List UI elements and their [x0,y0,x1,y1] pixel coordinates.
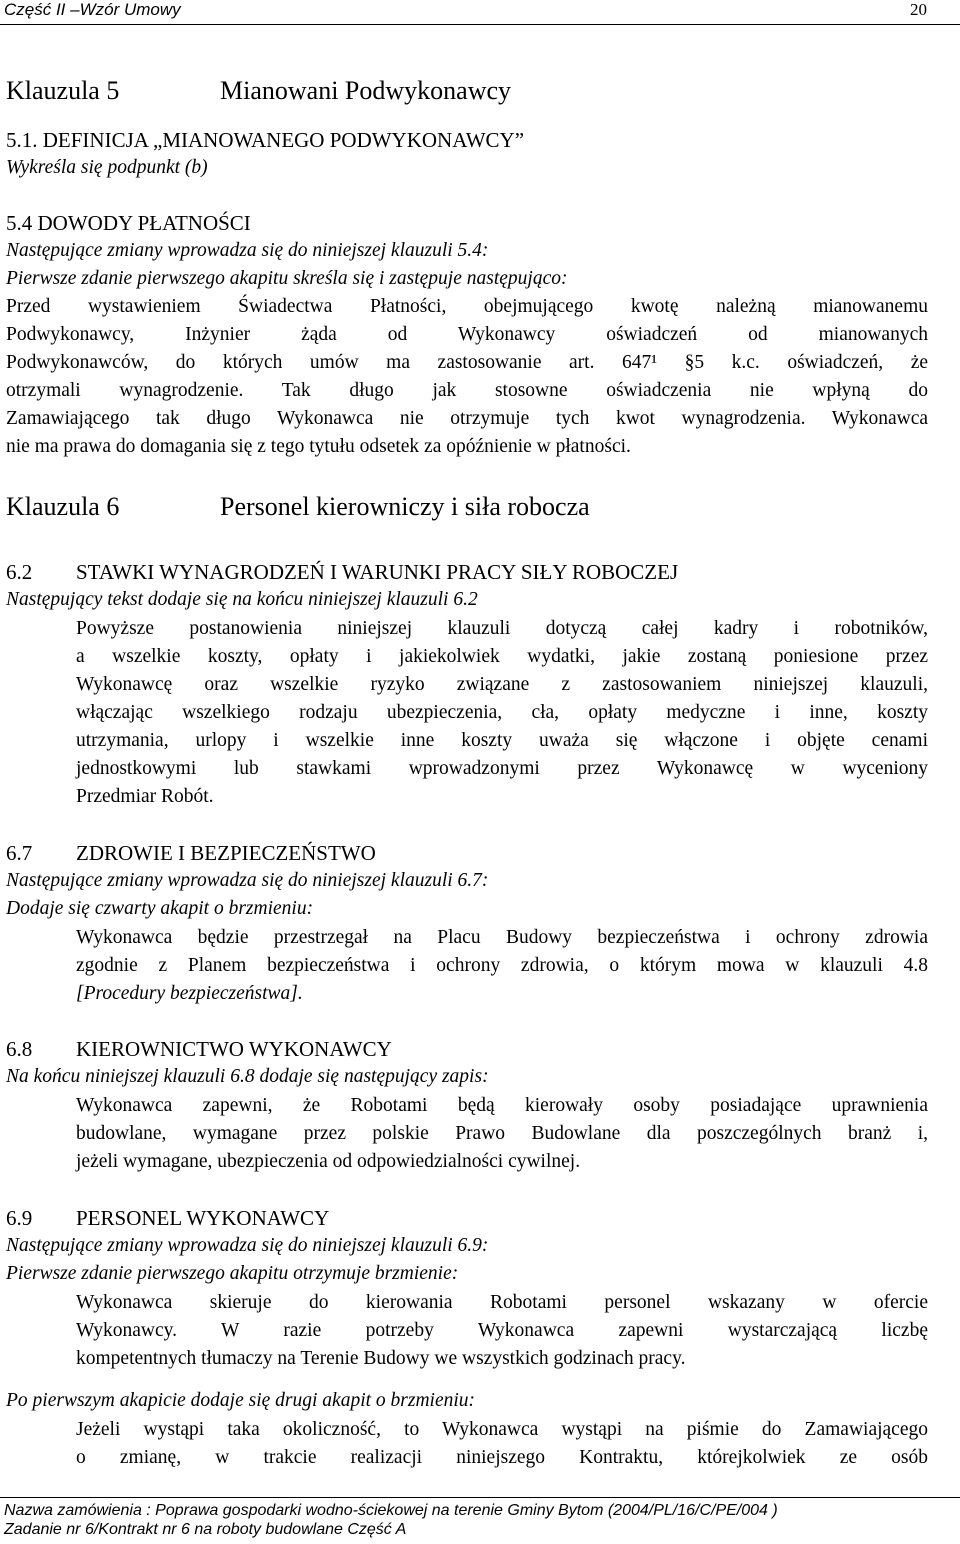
section-6-9-title: PERSONEL WYKONAWCY [76,1206,330,1230]
section-6-7-instruction: Dodaje się czwarty akapit o brzmieniu: [6,898,314,919]
section-5-4-line: Podwykonawców, do których umów ma zastosowanie art. 647¹ §5 k.c. oświadczeń, że [6,352,928,373]
page-header-title: Część II –Wzór Umowy [4,0,181,19]
section-6-9-line: Jeżeli wystąpi taka okoliczność, to Wykonawca wystąpi na piśmie do Zamawiającego [76,1419,928,1440]
section-6-2-title: STAWKI WYNAGRODZEŃ I WARUNKI PRACY SIŁY ROBOCZEJ [76,560,679,584]
section-5-4-line: Podwykonawcy, Inżynier żąda od Wykonawcy oświadczeń od mianowanych [6,324,928,345]
section-6-9-instruction-1: Pierwsze zdanie pierwszego akapitu otrzymuje brzmienie: [6,1263,459,1284]
section-5-4-intro: Następujące zmiany wprowadza się do niniejszej klauzuli 5.4: [6,240,489,261]
section-6-9-number: 6.9 [6,1206,33,1230]
section-6-2-intro: Następujący tekst dodaje się na końcu niniejszej klauzuli 6.2 [6,589,478,610]
footer-line-1: Nazwa zamówienia : Poprawa gospodarki wodno-ściekowej na terenie Gminy Bytom (2004/PL/16/C/PE/004 ) [4,1502,778,1519]
section-5-4-line: nie ma prawa do domagania się z tego tytułu odsetek za opóźnienie w płatności. [6,436,631,457]
section-6-2-line: utrzymania, urlopy i wszelkie inne koszty uważa się włączone i objęte cenami [76,730,928,751]
section-6-9-line: o zmianę, w trakcie realizacji niniejszego Kontraktu, którejkolwiek ze osób [76,1447,928,1468]
section-6-7-line: zgodnie z Planem bezpieczeństwa i ochrony zdrowia, o którym mowa w klauzuli 4.8 [76,955,928,976]
section-6-2-line: Powyższe postanowienia niniejszej klauzuli dotyczą całej kadry i robotników, [76,618,928,639]
section-6-9-intro: Następujące zmiany wprowadza się do niniejszej klauzuli 6.9: [6,1235,489,1256]
clause-6-number: Klauzula 6 [6,492,120,521]
clause-5-title: Mianowani Podwykonawcy [220,76,512,105]
section-5-1-heading: 5.1. DEFINICJA „MIANOWANEGO PODWYKONAWCY” [6,128,525,152]
section-6-8-line: jeżeli wymagane, ubezpieczenia od odpowiedzialności cywilnej. [76,1151,581,1172]
footer-line-2: Zadanie nr 6/Kontrakt nr 6 na roboty budowlane Część A [4,1521,407,1538]
clause-5-number: Klauzula 5 [6,76,120,105]
section-6-7-number: 6.7 [6,841,33,865]
section-5-4-line: Przed wystawieniem Świadectwa Płatności, obejmującego kwotę należną mianowanemu [6,296,928,317]
section-5-4-instruction: Pierwsze zdanie pierwszego akapitu skreśla się i zastępuje następująco: [6,268,568,289]
section-6-8-title: KIEROWNICTWO WYKONAWCY [76,1037,392,1061]
section-6-7-title: ZDROWIE I BEZPIECZEŃSTWO [76,841,376,865]
footer-divider [0,1497,960,1498]
page-number: 20 [910,0,927,19]
section-6-2-line: Przedmiar Robót. [76,786,214,807]
header-divider [0,24,960,25]
section-6-9-line: kompetentnych tłumaczy na Terenie Budowy we wszystkich godzinach pracy. [76,1348,686,1369]
section-6-8-line: Wykonawca zapewni, że Robotami będą kierowały osoby posiadające uprawnienia [76,1095,928,1116]
section-6-7-intro: Następujące zmiany wprowadza się do niniejszej klauzuli 6.7: [6,870,489,891]
section-6-9-line: Wykonawcy. W razie potrzeby Wykonawca zapewni wystarczającą liczbę [76,1320,928,1341]
section-5-4-line: Zamawiającego tak długo Wykonawca nie otrzymuje tych kwot wynagrodzenia. Wykonawca [6,408,928,429]
section-6-2-line: a wszelkie koszty, opłaty i jakiekolwiek wydatki, jakie zostaną poniesione przez [76,646,928,667]
section-6-2-line: Wykonawcę oraz wszelkie ryzyko związane z zastosowaniem niniejszej klauzuli, [76,674,928,695]
section-6-2-line: włączając wszelkiego rodzaju ubezpieczenia, cła, opłaty medyczne i inne, koszty [76,702,928,723]
section-5-4-heading: 5.4 DOWODY PŁATNOŚCI [6,211,251,235]
section-6-9-line: Wykonawca skieruje do kierowania Robotami personel wskazany w ofercie [76,1292,928,1313]
section-6-7-line: Wykonawca będzie przestrzegał na Placu Budowy bezpieczeństwa i ochrony zdrowia [76,927,928,948]
section-6-8-line: budowlane, wymagane przez polskie Prawo Budowlane dla poszczególnych branż i, [76,1123,928,1144]
section-5-1-note: Wykreśla się podpunkt (b) [6,157,208,178]
section-6-7-line: [Procedury bezpieczeństwa]. [76,983,303,1004]
section-6-9-instruction-2: Po pierwszym akapicie dodaje się drugi akapit o brzmieniu: [6,1390,476,1411]
section-5-4-line: otrzymali wynagrodzenie. Tak długo jak stosowne oświadczenia nie wpłyną do [6,380,928,401]
section-6-8-number: 6.8 [6,1037,33,1061]
section-6-2-number: 6.2 [6,560,33,584]
section-6-2-line: jednostkowymi lub stawkami wprowadzonymi przez Wykonawcę w wyceniony [76,758,928,779]
section-6-8-intro: Na końcu niniejszej klauzuli 6.8 dodaje się następujący zapis: [6,1066,489,1087]
clause-6-title: Personel kierowniczy i siła robocza [220,492,590,521]
